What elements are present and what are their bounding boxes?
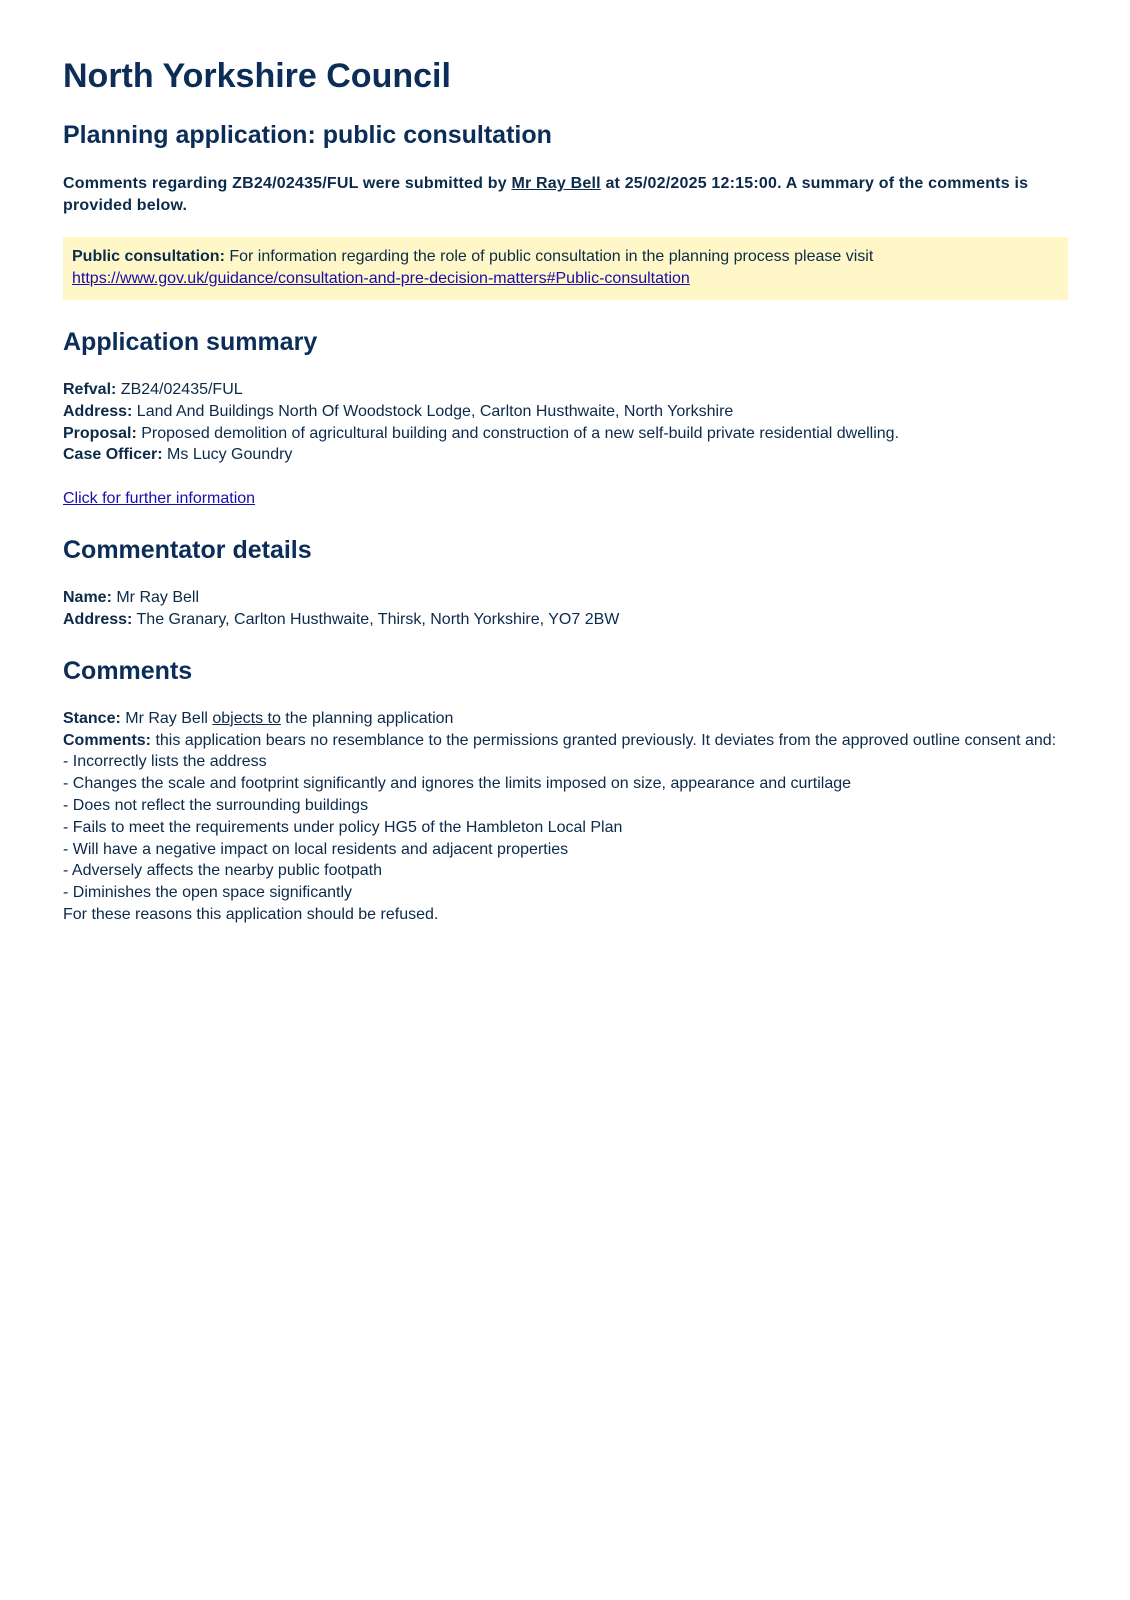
notice-text: For information regarding the role of public consultation in the planning process please visit [224, 248, 874, 265]
comment-line: - Fails to meet the requirements under policy HG5 of the Hambleton Local Plan [63, 818, 623, 836]
case-officer-value: Ms Lucy Goundry [162, 446, 293, 464]
commentator-address-row [63, 609, 1068, 631]
comment-line: - Will have a negative impact on local residents and adjacent properties [63, 840, 569, 858]
further-info-row [63, 488, 1068, 510]
comments-closing: For these reasons this application should be refused. [63, 905, 439, 923]
application-summary-heading: Application summary [63, 328, 318, 356]
application-summary-fields [63, 379, 1068, 466]
address-row [63, 401, 1068, 423]
comments-intro: this application bears no resemblance to the permissions granted previously. It deviates from the approved outline consent and: [151, 731, 1057, 749]
commentator-name-label: Name: [63, 589, 112, 607]
refval-label: Refval: [63, 381, 117, 398]
proposal-row [63, 423, 1068, 445]
document-page [63, 50, 1068, 926]
comment-line: - Does not reflect the surrounding buildings [63, 796, 369, 814]
guidance-link[interactable]: https://www.gov.uk/guidance/consultation-and-pre-decision-matters#Public-consultation [72, 270, 690, 287]
address-label: Address: [63, 402, 133, 420]
comment-line: - Adversely affects the nearby public footpath [63, 862, 383, 880]
proposal-value: Proposed demolition of agricultural building and construction of a new self-build private residential dwelling. [136, 424, 900, 442]
address-value: Land And Buildings North Of Woodstock Lodge, Carlton Husthwaite, North Yorkshire [132, 402, 734, 420]
further-info-link[interactable]: Click for further information [63, 490, 256, 508]
commentator-heading: Commentator details [63, 536, 312, 565]
commentator-fields [63, 587, 1068, 631]
comment-line: - Diminishes the open space significantly [63, 884, 353, 902]
intro-suffix: at 25/02/2025 12:15:00. A summary of the comments is provided below. [63, 175, 1029, 214]
comment-line: - Incorrectly lists the address [63, 753, 267, 771]
proposal-label: Proposal: [63, 424, 137, 442]
stance-label: Stance: [63, 709, 121, 727]
stance-row [63, 708, 1068, 730]
commentator-address-value: The Granary, Carlton Husthwaite, Thirsk, North Yorkshire, YO7 2BW [132, 610, 620, 628]
intro-paragraph [63, 173, 1068, 217]
commentator-address-label: Address: [63, 610, 133, 628]
comments-heading: Comments [63, 656, 193, 685]
stance-prefix: Mr Ray Bell [120, 709, 213, 727]
refval-value: ZB24/02435/FUL [116, 381, 243, 398]
submitter-link[interactable]: Mr Ray Bell [511, 175, 601, 192]
council-title: North Yorkshire Council [63, 57, 451, 95]
comments-label: Comments: [63, 731, 152, 749]
page-subtitle: Planning application: public consultation [63, 121, 552, 149]
comment-line: - Changes the scale and footprint significantly and ignores the limits imposed on size, appearance and curtilage [63, 775, 852, 793]
comments-fields [63, 708, 1068, 926]
intro-prefix: Comments regarding ZB24/02435/FUL were submitted by [63, 175, 512, 192]
notice-label: Public consultation: [72, 248, 225, 265]
consultation-notice [63, 237, 1068, 300]
comments-row [63, 730, 1068, 752]
case-officer-label: Case Officer: [63, 446, 163, 464]
commentator-name-row [63, 587, 1068, 609]
stance-suffix: the planning application [280, 709, 454, 727]
refval-row [63, 379, 1068, 401]
case-officer-row [63, 444, 1068, 466]
commentator-name-value: Mr Ray Bell [111, 589, 200, 607]
stance-value: objects to [212, 709, 281, 727]
